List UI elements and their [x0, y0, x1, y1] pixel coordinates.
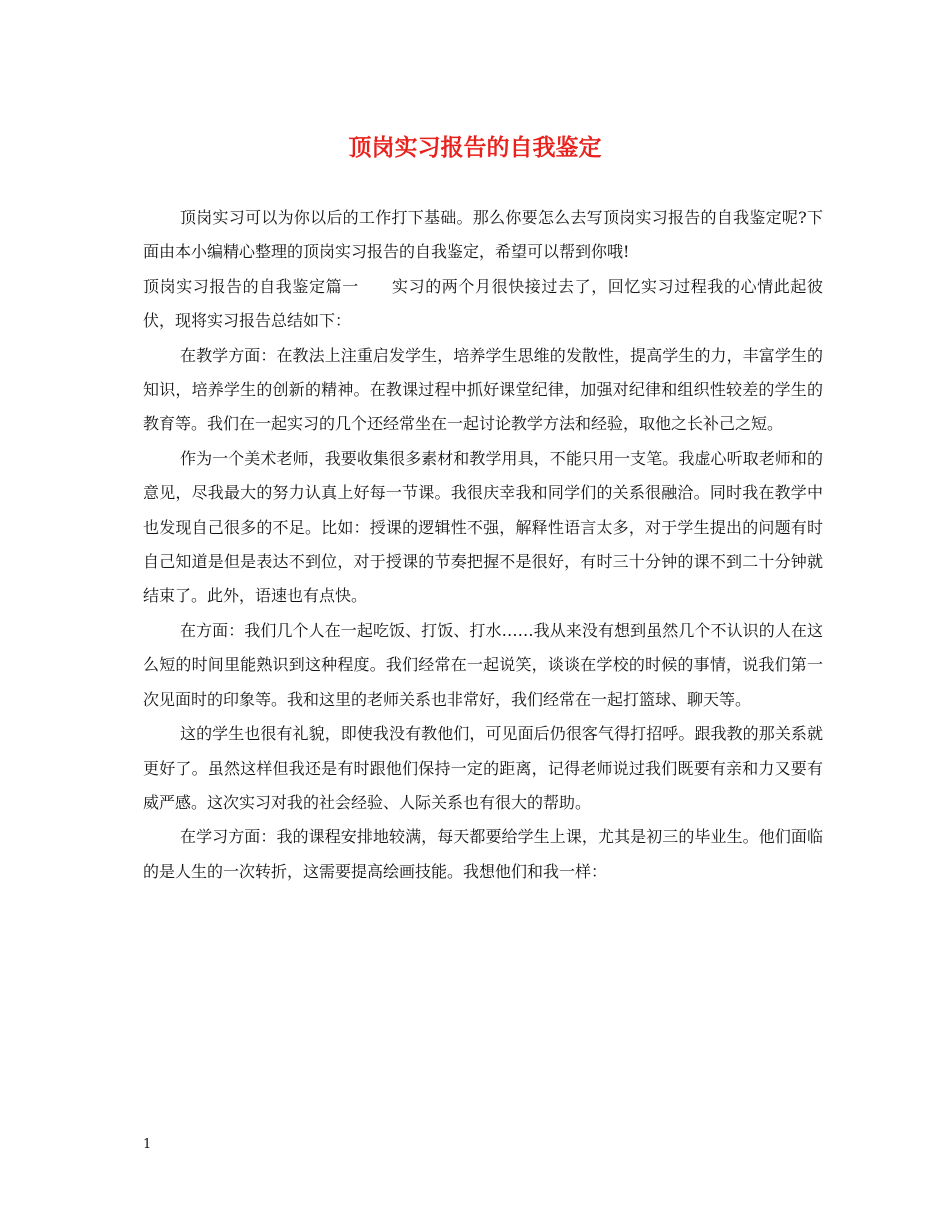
students-paragraph: 这的学生也很有礼貌，即使我没有教他们，可见面后仍很客气得打招呼。跟我教的那关系就更好了。虽然这样但我还是有时跟他们保持一定的距离，记得老师说过我们既要有亲和力又要有威严感。这次实习对我的社会经验、人际关系也有很大的帮助。 [143, 724, 823, 812]
section-one-paragraph: 顶岗实习报告的自我鉴定篇一 实习的两个月很快接过去了，回忆实习过程我的心情此起彼伏，现将实习报告总结如下： [143, 276, 823, 331]
life-paragraph: 在方面：我们几个人在一起吃饭、打饭、打水……我从来没有想到虽然几个不认识的人在这么短的时间里能熟识到这种程度。我们经常在一起说笑，谈谈在学校的时候的事情，说我们第一次见面时的印象等。我和这里的老师关系也非常好，我们经常在一起打篮球、聊天等。 [143, 620, 823, 709]
art-teacher-paragraph: 作为一个美术老师，我要收集很多素材和教学用具，不能只用一支笔。我虚心听取老师和的意见，尽我最大的努力认真上好每一节课。我很庆幸我和同学们的关系很融洽。同时我在教学中也发现自己很多的不足。比如：授课的逻辑性不强，解释性语言太多，对于学生提出的问题有时自己知道是但是表达不到位，对于授课的节奏把握不是很好，有时三十分钟的课不到二十分钟就结束了。此外，语速也有点快。 [143, 448, 823, 606]
document-title: 顶岗实习报告的自我鉴定 [348, 134, 602, 161]
page-number: 1 [143, 1137, 152, 1152]
teaching-paragraph: 在教学方面：在教法上注重启发学生，培养学生思维的发散性，提高学生的力，丰富学生的知识，培养学生的创新的精神。在教课过程中抓好课堂纪律，加强对纪律和组织性较差的学生的教育等。我们在一起实习的几个还经常坐在一起讨论教学方法和经验，取他之长补己之短。 [143, 345, 823, 434]
study-paragraph: 在学习方面：我的课程安排地较满，每天都要给学生上课，尤其是初三的毕业生。他们面临的是人生的一次转折，这需要提高绘画技能。我想他们和我一样： [143, 827, 823, 881]
document-body [143, 201, 823, 889]
intro-paragraph: 顶岗实习可以为你以后的工作打下基础。那么你要怎么去写顶岗实习报告的自我鉴定呢?下面由本小编精心整理的顶岗实习报告的自我鉴定，希望可以帮到你哦! [143, 208, 823, 262]
